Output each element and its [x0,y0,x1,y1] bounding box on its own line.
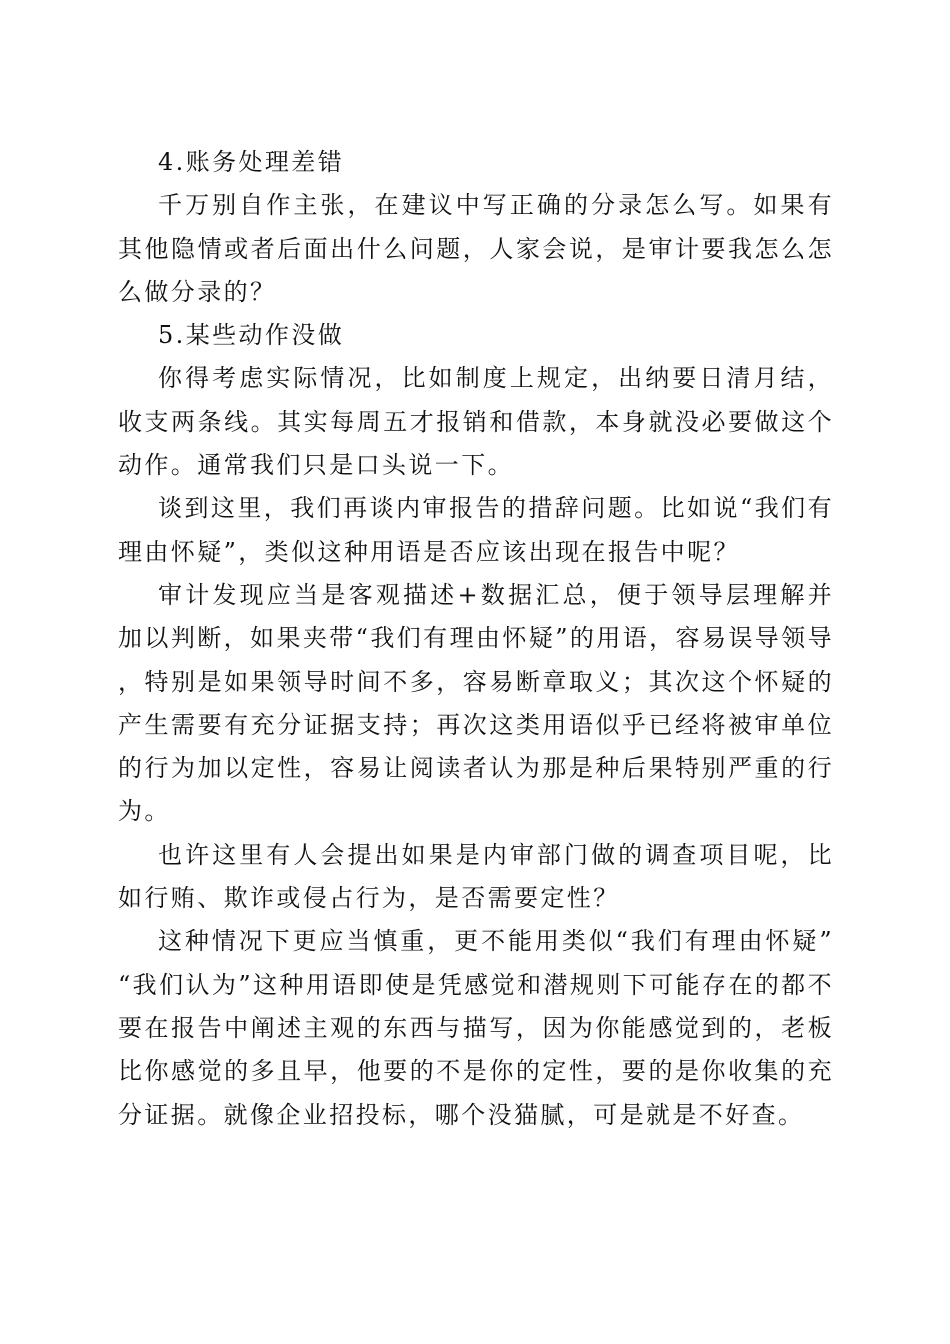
paragraph: 也许这里有人会提出如果是内审部门做的调查项目呢，比如行贿、欺诈或侵占行为，是否需要定性？ [118,840,834,913]
paragraph: 谈到这里，我们再谈内审报告的措辞问题。比如说“我们有理由怀疑”，类似这种用语是否应该出现在报告中呢？ [118,494,834,566]
document-body [118,141,834,1137]
paragraph: 这种情况下更应当慎重，更不能用类似“我们有理由怀疑”“我们认为”这种用语即使是凭感觉和潜规则下可能存在的都不要在报告中阐述主观的东西与描写，因为你能感觉到的，老板比你感觉的多且早，他要的不是你的定性，要的是你收集的充分证据。就像企业招投标，哪个没猫腻，可是就是不好查。 [118,927,834,1129]
paragraph: 审计发现应当是客观描述+数据汇总，便于领导层理解并加以判断，如果夹带“我们有理由怀疑”的用语，容易误导领导，特别是如果领导时间不多，容易断章取义；其次这个怀疑的产生需要有充分证据支持；再次这类用语似乎已经将被审单位的行为加以定性，容易让阅读者认为那是种后果特别严重的行为。 [118,580,834,826]
paragraph: 千万别自作主张，在建议中写正确的分录怎么写。如果有其他隐情或者后面出什么问题，人家会说，是审计要我怎么怎么做分录的？ [118,191,834,306]
section-heading-5: 5.某些动作没做 [158,321,345,350]
section-heading-4: 4.账务处理差错 [158,148,345,176]
paragraph: 你得考虑实际情况，比如制度上规定，出纳要日清月结，收支两条线。其实每周五才报销和借款，本身就没必要做这个动作。通常我们只是口头说一下。 [118,364,834,480]
